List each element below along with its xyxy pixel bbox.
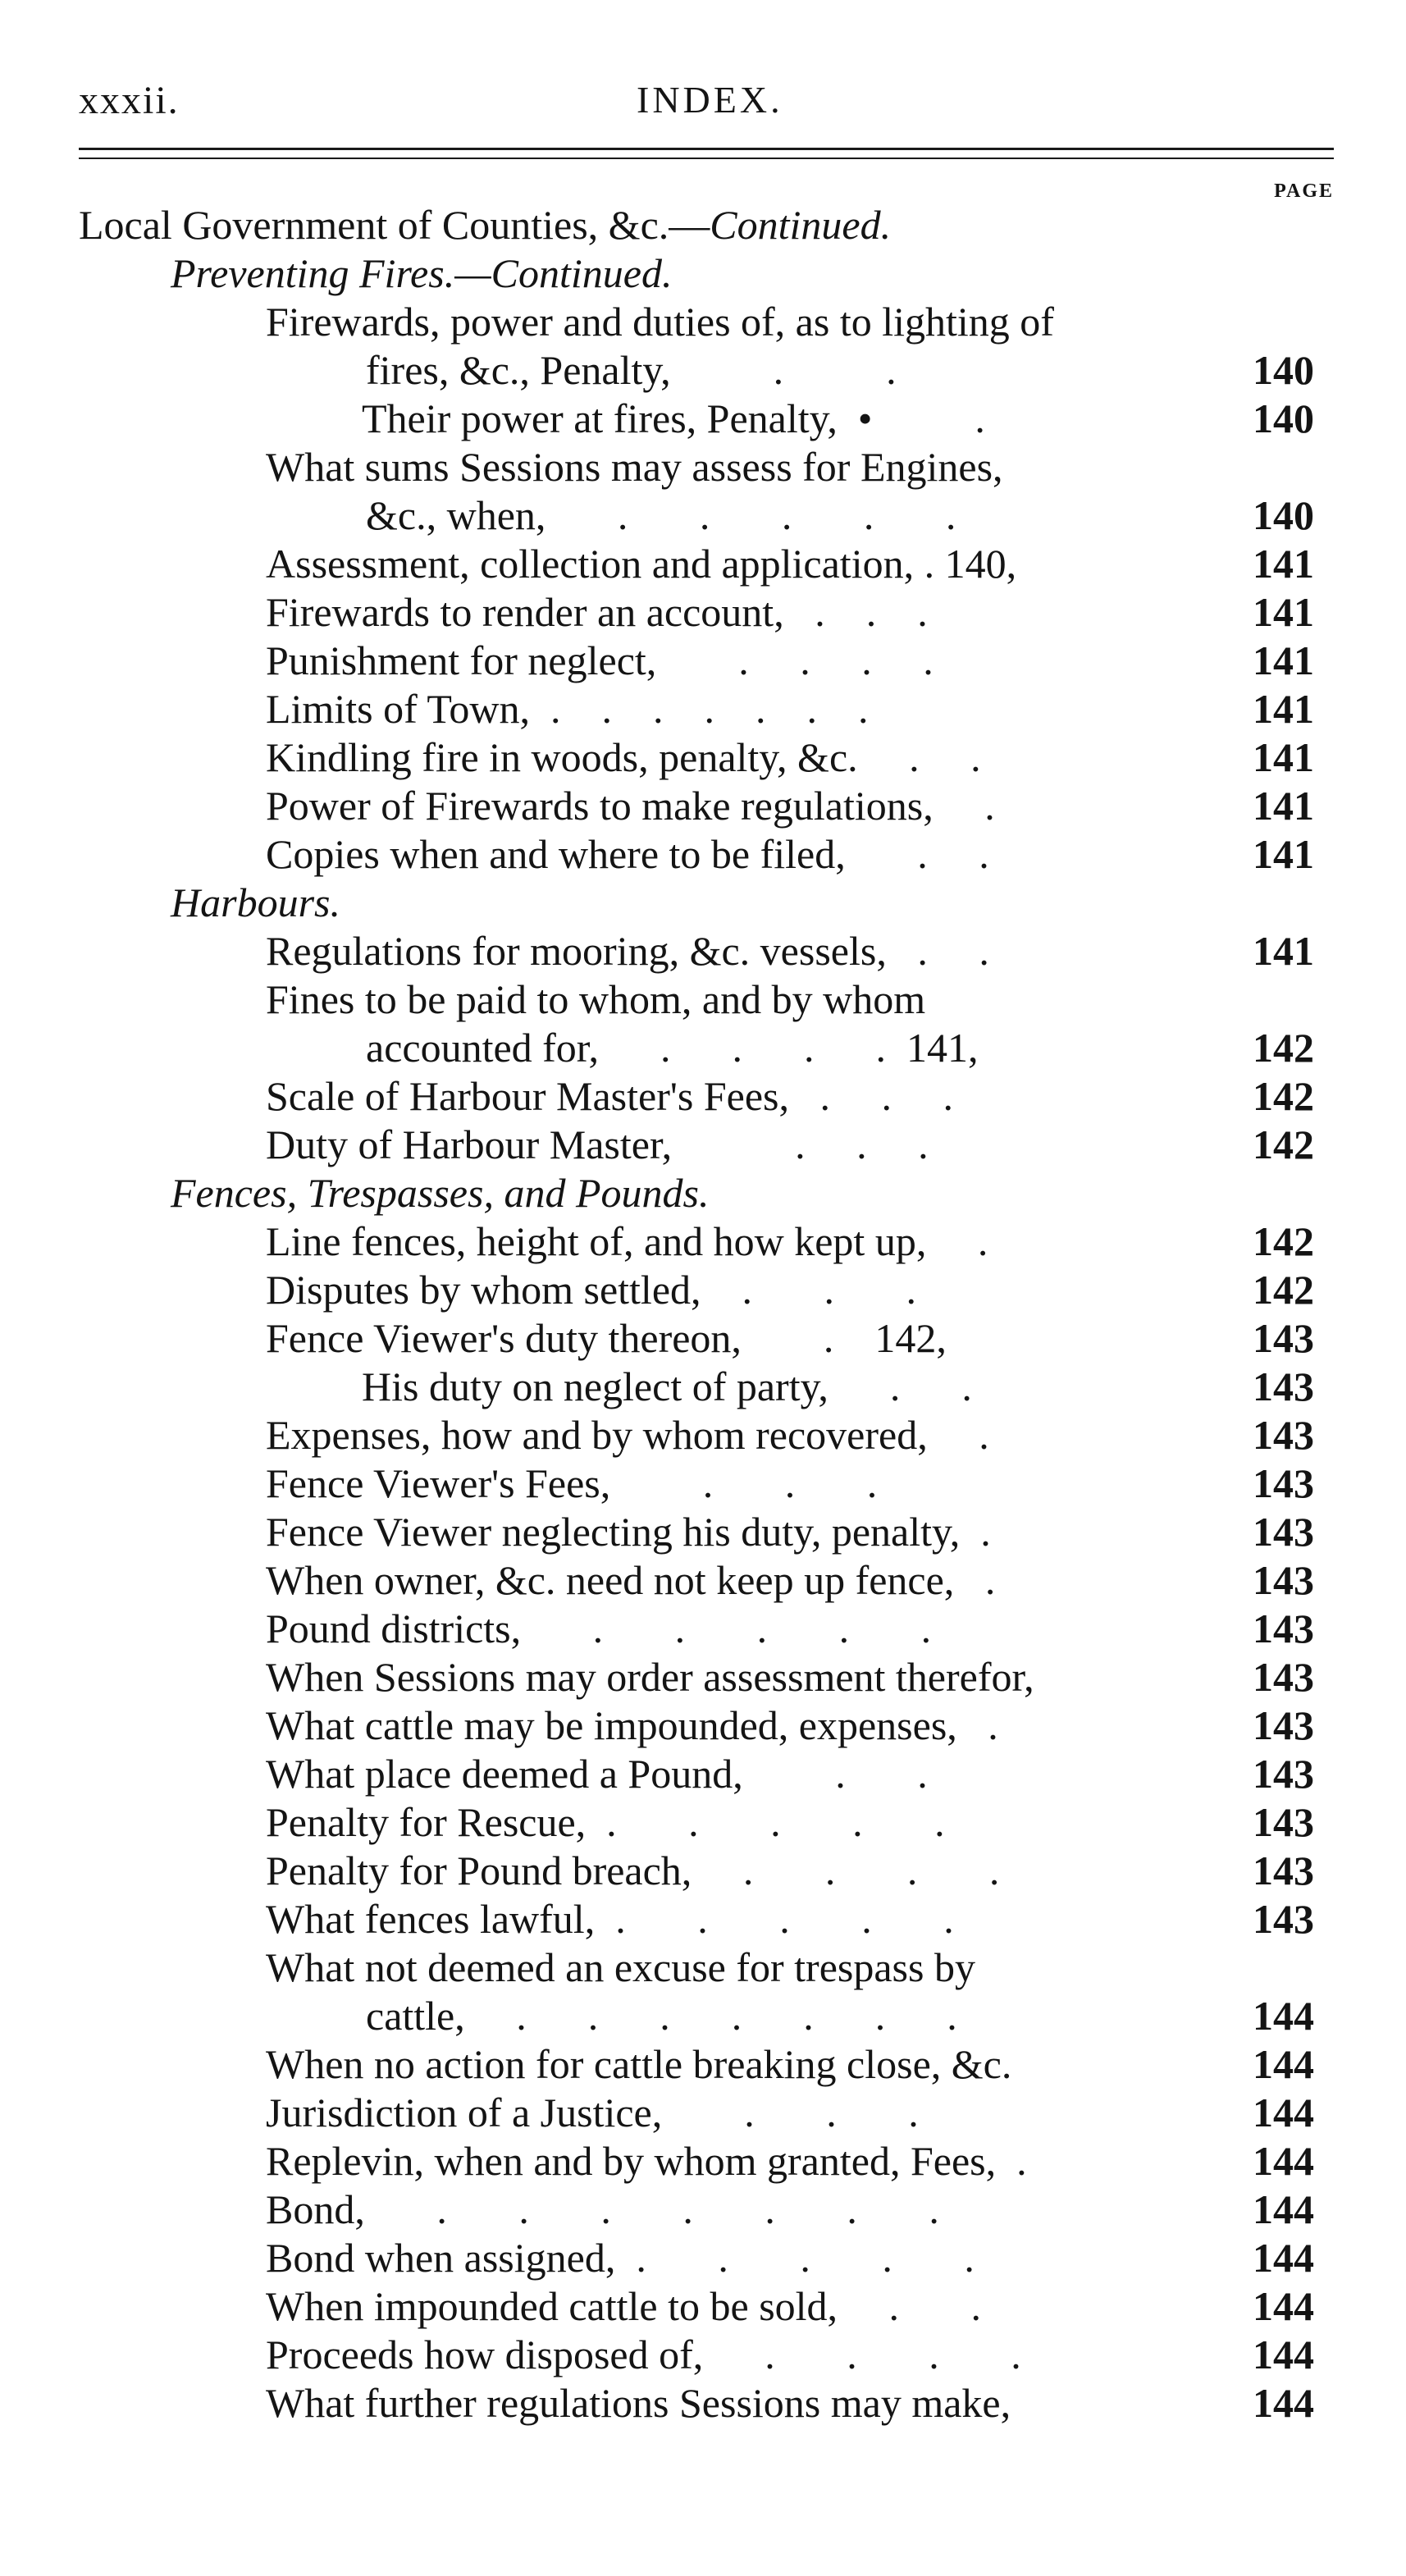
section-title-roman: Local Government of Counties, &c.— — [79, 202, 710, 248]
index-entry — [79, 1363, 1342, 1411]
page-number: 142 — [1253, 1218, 1314, 1264]
entry-text: Punishment for neglect, — [266, 637, 657, 683]
leader-dots: . . . . . . . — [464, 1993, 957, 2039]
entry-text: What cattle may be impounded, expenses, — [266, 1702, 957, 1748]
index-entry — [79, 2331, 1342, 2379]
entry-text: Disputes by whom settled, — [266, 1267, 701, 1313]
entry-text: What not deemed an excuse for trespass by — [266, 1944, 975, 1990]
entry-text: When impounded cattle to be sold, — [266, 2283, 838, 2329]
entry-text: What fences lawful, — [266, 1896, 596, 1942]
page-number: 143 — [1253, 1509, 1314, 1555]
entry-text: When no action for cattle breaking close, &c. — [266, 2041, 1012, 2087]
index-entry — [79, 1556, 1342, 1605]
index-entry — [79, 1605, 1342, 1653]
page-number: 143 — [1253, 1412, 1314, 1458]
entry-text: Limits of Town, — [266, 686, 530, 732]
leader-dots: . . . — [610, 1460, 878, 1506]
page-number: 142 — [1253, 1025, 1314, 1071]
entry-text: Duty of Harbour Master, — [266, 1121, 673, 1167]
entry-text: When owner, &c. need not keep up fence, — [266, 1557, 955, 1603]
page-number: 143 — [1253, 1848, 1314, 1893]
index-entry-first-line — [79, 975, 1342, 1024]
entry-text: Fines to be paid to whom, and by whom — [266, 976, 926, 1022]
subsection-heading: Preventing Fires.—Continued. — [171, 250, 673, 296]
index-entry — [79, 2040, 1342, 2089]
page-number: 141 — [1253, 589, 1314, 635]
page-number: 144 — [1253, 2332, 1314, 2377]
index-body — [79, 201, 1342, 2428]
page-number: 142 — [1253, 1267, 1314, 1313]
index-entry — [79, 1750, 1342, 1798]
section-title-italic: Continued. — [710, 202, 892, 248]
entry-text: Penalty for Rescue, — [266, 1799, 587, 1845]
index-entry — [79, 637, 1342, 685]
page-number: 141 — [1253, 783, 1314, 829]
index-entry — [79, 782, 1342, 830]
page-number: 143 — [1253, 1751, 1314, 1797]
leader-dots: . — [926, 1218, 988, 1264]
entry-text: Bond when assigned, — [266, 2235, 616, 2281]
leader-dots: . . . — [662, 2090, 919, 2135]
page-header — [79, 78, 1334, 135]
page-number: 141 — [1253, 831, 1314, 877]
leader-dots: . . . — [783, 589, 928, 635]
entry-text: His duty on neglect of party, — [362, 1363, 829, 1409]
index-entry — [79, 1508, 1342, 1556]
page-number: 141 — [1253, 734, 1314, 780]
page-number: 143 — [1253, 1654, 1314, 1700]
index-entry — [79, 1701, 1342, 1750]
page-number: 141 — [1253, 928, 1314, 974]
entry-text: Copies when and where to be filed, — [266, 831, 846, 877]
page-number: 142 — [1253, 1121, 1314, 1167]
entry-text: cattle, — [366, 1993, 465, 2039]
index-entry — [79, 1024, 1342, 1072]
index-entry — [79, 685, 1342, 733]
leader-dots: . . — [828, 1363, 972, 1409]
index-entry — [79, 733, 1342, 782]
running-head: INDEX. — [637, 79, 783, 121]
entry-text: Pound districts, — [266, 1605, 522, 1651]
leader-dots: . . — [857, 734, 981, 780]
page-number: 144 — [1253, 2138, 1314, 2184]
page-number: 144 — [1253, 2283, 1314, 2329]
index-entry — [79, 2282, 1342, 2331]
index-entry — [79, 1895, 1342, 1943]
page-number: 140 — [1253, 492, 1314, 538]
page-number: 144 — [1253, 2041, 1314, 2087]
entry-text: Kindling fire in woods, penalty, &c. — [266, 734, 858, 780]
index-entry — [79, 2379, 1342, 2428]
entry-text: Replevin, when and by whom granted, Fees, — [266, 2138, 997, 2184]
index-entry — [79, 1992, 1342, 2040]
entry-text: Penalty for Pound breach, — [266, 1848, 692, 1893]
index-entry — [79, 2137, 1342, 2185]
index-entry — [79, 1266, 1342, 1314]
page-number: 144 — [1253, 2186, 1314, 2232]
page-number: 144 — [1253, 1993, 1314, 2039]
entry-text: What sums Sessions may assess for Engines, — [266, 444, 1003, 490]
page-number: 143 — [1253, 1363, 1314, 1409]
index-entry — [79, 2089, 1342, 2137]
entry-text: Firewards, power and duties of, as to lighting of — [266, 299, 1054, 345]
index-entry — [79, 540, 1342, 588]
index-entry — [79, 2185, 1342, 2234]
index-entry — [79, 1411, 1342, 1459]
page-number: 140 — [1253, 395, 1314, 441]
page-number: 143 — [1253, 1605, 1314, 1651]
leader-dots: . . — [838, 2283, 982, 2329]
leader-dots: . . . — [789, 1073, 953, 1119]
leader-dots: . — [960, 1509, 991, 1555]
index-entry-first-line — [79, 298, 1342, 346]
page-number: 140 — [1253, 347, 1314, 393]
entry-text: Fence Viewer's duty thereon, — [266, 1315, 742, 1361]
index-entry — [79, 2234, 1342, 2282]
page-number: 141 — [1253, 541, 1314, 587]
leader-dots: . — [933, 783, 995, 829]
entry-text: Regulations for mooring, &c. vessels, — [266, 928, 887, 974]
subsection-heading: Harbours. — [171, 879, 340, 925]
leader-dots: . . . . . — [595, 1896, 954, 1942]
folio-number: xxxii. — [79, 79, 180, 122]
leader-dots: . — [996, 2138, 1027, 2184]
leader-dots: . . . . . — [546, 492, 956, 538]
leader-dots: . . — [886, 928, 989, 974]
index-entry — [79, 1459, 1342, 1508]
page-number: 144 — [1253, 2235, 1314, 2281]
page-number: 141 — [1253, 637, 1314, 683]
index-entry — [79, 1847, 1342, 1895]
subsection-heading: Fences, Trespasses, and Pounds. — [171, 1170, 710, 1216]
page-number: 143 — [1253, 1460, 1314, 1506]
leader-dots: . — [956, 1702, 998, 1748]
page-number: 144 — [1253, 2090, 1314, 2135]
leader-dots: . — [927, 1412, 989, 1458]
entry-text: Proceeds how disposed of, — [266, 2332, 704, 2377]
leader-dots: . . . . . — [521, 1605, 932, 1651]
page-number: 143 — [1253, 1799, 1314, 1845]
entry-text: Scale of Harbour Master's Fees, — [266, 1073, 789, 1119]
entry-text: Fence Viewer's Fees, — [266, 1460, 611, 1506]
entry-text: Bond, — [266, 2186, 365, 2232]
entry-text: What place deemed a Pound, — [266, 1751, 743, 1797]
index-entry-first-line — [79, 1943, 1342, 1992]
leader-dots: . . . . . . . — [529, 686, 869, 732]
leader-dots: . . . . — [656, 637, 934, 683]
index-entry — [79, 1653, 1342, 1701]
leader-dots: . 142, — [741, 1315, 947, 1361]
index-entry — [79, 491, 1342, 540]
index-entry — [79, 1121, 1342, 1169]
index-entry — [79, 1798, 1342, 1847]
entry-text: Their power at fires, Penalty, — [362, 395, 838, 441]
leader-dots: . . — [845, 831, 989, 877]
page-number: 143 — [1253, 1896, 1314, 1942]
entry-text: Power of Firewards to make regulations, — [266, 783, 934, 829]
leader-dots: . . — [742, 1751, 928, 1797]
leader-dots: . . . . . . . — [364, 2186, 939, 2232]
leader-dots: . 140, — [914, 541, 1017, 587]
leader-dots: . . . . . — [615, 2235, 975, 2281]
leader-dots: . . . . . — [586, 1799, 945, 1845]
index-entry — [79, 830, 1342, 879]
header-rule-bottom — [79, 158, 1334, 159]
page-number: 142 — [1253, 1073, 1314, 1119]
leader-dots: . . . . — [692, 1848, 1000, 1893]
leader-dots: . . . — [701, 1267, 917, 1313]
leader-dots: . . . — [672, 1121, 929, 1167]
entry-text: What further regulations Sessions may make, — [266, 2380, 1011, 2426]
entry-text: Assessment, collection and application, — [266, 541, 915, 587]
index-entry — [79, 588, 1342, 637]
leader-dots: • . — [837, 395, 985, 441]
page-number: 143 — [1253, 1557, 1314, 1603]
entry-text: When Sessions may order assessment therefor, — [266, 1654, 1034, 1700]
header-rule-top — [79, 148, 1334, 150]
entry-text: Expenses, how and by whom recovered, — [266, 1412, 928, 1458]
index-entry — [79, 1072, 1342, 1121]
entry-text: Fence Viewer neglecting his duty, penalty, — [266, 1509, 961, 1555]
leader-dots: . — [954, 1557, 996, 1603]
leader-dots: . . — [670, 347, 897, 393]
page-number: 143 — [1253, 1702, 1314, 1748]
page-number: 141 — [1253, 686, 1314, 732]
index-entry — [79, 346, 1342, 395]
section-title — [79, 201, 1342, 249]
index-entry — [79, 395, 1342, 443]
leader-dots: . . . . 141, — [598, 1025, 979, 1071]
index-entry — [79, 1314, 1342, 1363]
index-entry — [79, 927, 1342, 975]
index-entry-first-line — [79, 443, 1342, 491]
entry-text: Line fences, height of, and how kept up, — [266, 1218, 927, 1264]
page-number: 144 — [1253, 2380, 1314, 2426]
entry-text: fires, &c., Penalty, — [366, 347, 671, 393]
entry-text: Firewards to render an account, — [266, 589, 784, 635]
index-entry — [79, 1217, 1342, 1266]
entry-text: accounted for, — [366, 1025, 599, 1071]
page-column-label: PAGE — [1274, 180, 1334, 202]
leader-dots: . . . . — [703, 2332, 1021, 2377]
page-number: 143 — [1253, 1315, 1314, 1361]
entry-text: Jurisdiction of a Justice, — [266, 2090, 663, 2135]
entry-text: &c., when, — [366, 492, 546, 538]
